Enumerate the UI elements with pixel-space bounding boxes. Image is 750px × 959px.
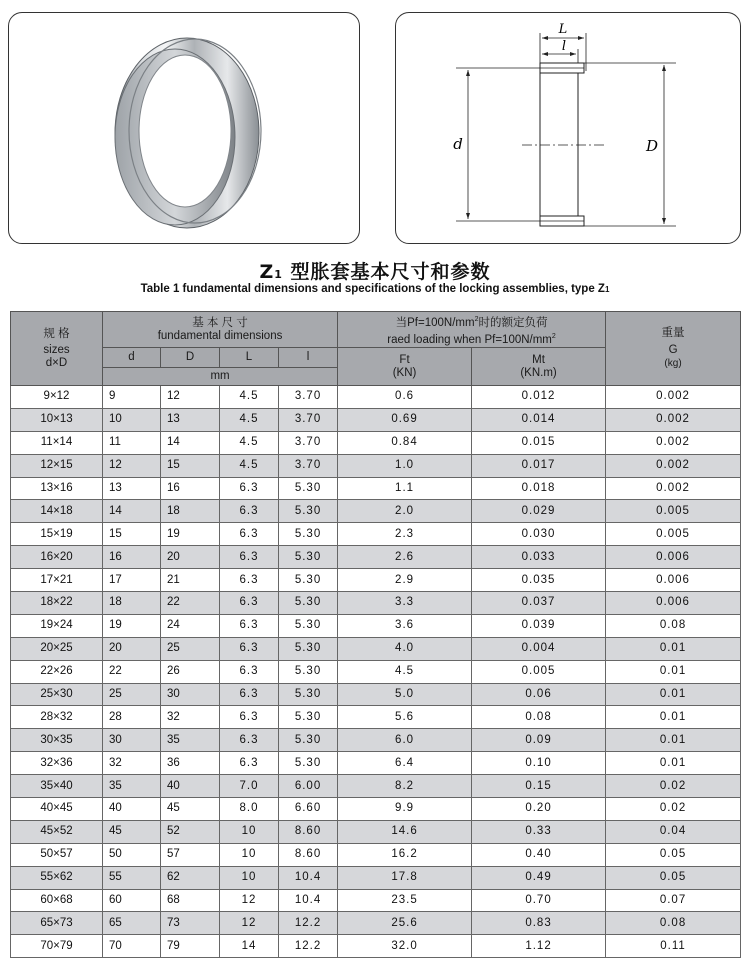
cell-size: 9×12 — [11, 386, 103, 409]
cell-size: 60×68 — [11, 889, 103, 912]
cell-weight: 0.005 — [606, 500, 741, 523]
cell-l: 5.30 — [279, 477, 338, 500]
header-weight — [606, 312, 741, 386]
table-row — [11, 798, 741, 821]
cell-d: 55 — [103, 866, 161, 889]
header-weight-g: G — [668, 344, 678, 356]
cell-D: 62 — [161, 866, 220, 889]
cell-D: 13 — [161, 408, 220, 431]
cell-weight: 0.01 — [606, 637, 741, 660]
cell-mt: 0.004 — [472, 637, 606, 660]
cell-mt: 0.015 — [472, 431, 606, 454]
cell-ft: 3.3 — [338, 592, 472, 615]
cell-weight: 0.002 — [606, 431, 741, 454]
cell-size: 13×16 — [11, 477, 103, 500]
cell-D: 12 — [161, 386, 220, 409]
cell-d: 19 — [103, 614, 161, 637]
cell-l: 5.30 — [279, 592, 338, 615]
header-mt — [472, 348, 606, 386]
cell-ft: 4.5 — [338, 660, 472, 683]
cell-ft: 23.5 — [338, 889, 472, 912]
cell-D: 68 — [161, 889, 220, 912]
header-sizes — [11, 312, 103, 386]
cell-mt: 0.49 — [472, 866, 606, 889]
header-ft-label: Ft — [399, 353, 410, 366]
table-row — [11, 477, 741, 500]
cell-ft: 0.6 — [338, 386, 472, 409]
cell-L: 6.3 — [220, 500, 279, 523]
cell-ft: 3.6 — [338, 614, 472, 637]
table-row — [11, 889, 741, 912]
cell-mt: 0.20 — [472, 798, 606, 821]
header-col-D: D — [161, 348, 220, 368]
cell-L: 6.3 — [220, 546, 279, 569]
cell-mt: 0.10 — [472, 752, 606, 775]
cell-L: 6.3 — [220, 637, 279, 660]
cell-size: 32×36 — [11, 752, 103, 775]
cell-ft: 6.4 — [338, 752, 472, 775]
table-row — [11, 843, 741, 866]
table-row — [11, 592, 741, 615]
header-weight-zh: 重量 — [661, 327, 685, 339]
table-row — [11, 569, 741, 592]
technical-drawing-panel — [395, 12, 741, 244]
cell-mt: 0.039 — [472, 614, 606, 637]
cell-D: 45 — [161, 798, 220, 821]
cell-weight: 0.01 — [606, 729, 741, 752]
cell-l: 10.4 — [279, 889, 338, 912]
cell-d: 17 — [103, 569, 161, 592]
cell-ft: 5.0 — [338, 683, 472, 706]
cell-d: 15 — [103, 523, 161, 546]
cell-weight: 0.006 — [606, 546, 741, 569]
cell-mt: 0.70 — [472, 889, 606, 912]
cell-ft: 25.6 — [338, 912, 472, 935]
cell-size: 12×15 — [11, 454, 103, 477]
cell-size: 50×57 — [11, 843, 103, 866]
cell-mt: 0.033 — [472, 546, 606, 569]
cell-weight: 0.006 — [606, 569, 741, 592]
cell-mt: 0.06 — [472, 683, 606, 706]
table-row — [11, 752, 741, 775]
label-D: D — [645, 137, 659, 155]
cell-D: 36 — [161, 752, 220, 775]
cell-mt: 0.035 — [472, 569, 606, 592]
cell-l: 8.60 — [279, 820, 338, 843]
cell-ft: 32.0 — [338, 935, 472, 958]
cell-weight: 0.002 — [606, 477, 741, 500]
table-row — [11, 614, 741, 637]
table-row — [11, 431, 741, 454]
ring-illustration — [9, 13, 359, 243]
load-en-a: raed loading when Pf=100N/mm — [387, 333, 552, 346]
cell-mt: 0.15 — [472, 775, 606, 798]
cell-weight: 0.02 — [606, 798, 741, 821]
cell-L: 4.5 — [220, 408, 279, 431]
cell-L: 12 — [220, 889, 279, 912]
table-row — [11, 523, 741, 546]
cell-D: 14 — [161, 431, 220, 454]
table-row — [11, 637, 741, 660]
cell-d: 16 — [103, 546, 161, 569]
load-zh-a: 当Pf=100N/mm — [395, 316, 475, 329]
cell-weight: 0.02 — [606, 775, 741, 798]
product-photo-panel — [8, 12, 360, 244]
cell-L: 6.3 — [220, 592, 279, 615]
cell-size: 15×19 — [11, 523, 103, 546]
header-size-en: sizes — [43, 343, 70, 356]
cell-size: 11×14 — [11, 431, 103, 454]
cell-L: 12 — [220, 912, 279, 935]
cell-d: 65 — [103, 912, 161, 935]
cell-l: 5.30 — [279, 500, 338, 523]
table-row — [11, 386, 741, 409]
header-col-L: L — [220, 348, 279, 368]
cell-mt: 0.005 — [472, 660, 606, 683]
cell-D: 26 — [161, 660, 220, 683]
cell-d: 25 — [103, 683, 161, 706]
cell-L: 4.5 — [220, 431, 279, 454]
label-l: l — [561, 39, 567, 54]
cell-d: 12 — [103, 454, 161, 477]
cell-d: 60 — [103, 889, 161, 912]
cell-l: 5.30 — [279, 660, 338, 683]
cell-d: 28 — [103, 706, 161, 729]
cell-ft: 4.0 — [338, 637, 472, 660]
cell-L: 14 — [220, 935, 279, 958]
cell-weight: 0.01 — [606, 706, 741, 729]
cell-weight: 0.005 — [606, 523, 741, 546]
specifications-table — [10, 311, 741, 958]
header-unit-mm: mm — [103, 368, 338, 386]
cell-d: 14 — [103, 500, 161, 523]
cell-weight: 0.05 — [606, 866, 741, 889]
cell-size: 65×73 — [11, 912, 103, 935]
cell-l: 10.4 — [279, 866, 338, 889]
cell-ft: 1.1 — [338, 477, 472, 500]
cell-d: 70 — [103, 935, 161, 958]
cell-l: 5.30 — [279, 614, 338, 637]
cell-d: 9 — [103, 386, 161, 409]
cell-L: 4.5 — [220, 386, 279, 409]
cell-ft: 1.0 — [338, 454, 472, 477]
cell-weight: 0.002 — [606, 454, 741, 477]
cell-L: 10 — [220, 843, 279, 866]
table-body — [11, 386, 741, 958]
cell-size: 16×20 — [11, 546, 103, 569]
cell-weight: 0.11 — [606, 935, 741, 958]
cell-ft: 0.84 — [338, 431, 472, 454]
header-load-en — [338, 330, 605, 347]
label-L: L — [558, 22, 568, 37]
header-col-l: l — [279, 348, 338, 368]
cell-ft: 2.6 — [338, 546, 472, 569]
cell-l: 6.00 — [279, 775, 338, 798]
cell-weight: 0.08 — [606, 614, 741, 637]
cell-mt: 0.09 — [472, 729, 606, 752]
header-rated-load — [338, 312, 606, 348]
cell-l: 12.2 — [279, 935, 338, 958]
header-dimensions — [103, 312, 338, 348]
cell-size: 22×26 — [11, 660, 103, 683]
header-dims-zh: 基 本 尺 寸 — [192, 316, 248, 329]
table-row — [11, 454, 741, 477]
cell-size: 25×30 — [11, 683, 103, 706]
cell-mt: 0.037 — [472, 592, 606, 615]
cell-ft: 17.8 — [338, 866, 472, 889]
cell-mt: 1.12 — [472, 935, 606, 958]
cell-L: 6.3 — [220, 752, 279, 775]
cell-ft: 16.2 — [338, 843, 472, 866]
header-weight-unit: (kg) — [664, 358, 682, 369]
cell-L: 6.3 — [220, 614, 279, 637]
cell-mt: 0.40 — [472, 843, 606, 866]
cell-size: 45×52 — [11, 820, 103, 843]
cell-d: 22 — [103, 660, 161, 683]
table-row — [11, 706, 741, 729]
cross-section-drawing — [396, 13, 740, 243]
cell-mt: 0.014 — [472, 408, 606, 431]
cell-ft: 2.9 — [338, 569, 472, 592]
cell-l: 5.30 — [279, 546, 338, 569]
cell-weight: 0.006 — [606, 592, 741, 615]
cell-L: 10 — [220, 820, 279, 843]
header-size-zh: 规 格 — [43, 327, 70, 340]
cell-mt: 0.030 — [472, 523, 606, 546]
cell-d: 10 — [103, 408, 161, 431]
title-english — [0, 283, 750, 295]
table-row — [11, 866, 741, 889]
cell-weight: 0.07 — [606, 889, 741, 912]
cell-L: 4.5 — [220, 454, 279, 477]
cell-D: 22 — [161, 592, 220, 615]
label-d: d — [453, 135, 463, 153]
cell-ft: 8.2 — [338, 775, 472, 798]
cell-size: 17×21 — [11, 569, 103, 592]
table-row — [11, 408, 741, 431]
cell-ft: 2.0 — [338, 500, 472, 523]
cell-mt: 0.83 — [472, 912, 606, 935]
cell-D: 40 — [161, 775, 220, 798]
cell-D: 25 — [161, 637, 220, 660]
cell-ft: 14.6 — [338, 820, 472, 843]
cell-D: 57 — [161, 843, 220, 866]
cell-l: 5.30 — [279, 706, 338, 729]
cell-d: 40 — [103, 798, 161, 821]
cell-ft: 5.6 — [338, 706, 472, 729]
cell-size: 10×13 — [11, 408, 103, 431]
cell-mt: 0.08 — [472, 706, 606, 729]
title-chinese — [0, 257, 750, 284]
cell-D: 19 — [161, 523, 220, 546]
cell-l: 12.2 — [279, 912, 338, 935]
table-row — [11, 500, 741, 523]
cell-ft: 0.69 — [338, 408, 472, 431]
table-row — [11, 935, 741, 958]
cell-l: 5.30 — [279, 752, 338, 775]
cell-l: 6.60 — [279, 798, 338, 821]
cell-L: 6.3 — [220, 569, 279, 592]
cell-size: 40×45 — [11, 798, 103, 821]
cell-D: 21 — [161, 569, 220, 592]
cell-l: 5.30 — [279, 729, 338, 752]
cell-mt: 0.018 — [472, 477, 606, 500]
header-ft — [338, 348, 472, 386]
cell-D: 52 — [161, 820, 220, 843]
cell-D: 73 — [161, 912, 220, 935]
cell-ft: 2.3 — [338, 523, 472, 546]
cell-weight: 0.01 — [606, 752, 741, 775]
cell-size: 14×18 — [11, 500, 103, 523]
cell-weight: 0.04 — [606, 820, 741, 843]
cell-mt: 0.33 — [472, 820, 606, 843]
cell-D: 79 — [161, 935, 220, 958]
table-row — [11, 820, 741, 843]
cell-size: 19×24 — [11, 614, 103, 637]
cell-weight: 0.002 — [606, 386, 741, 409]
cell-d: 20 — [103, 637, 161, 660]
cell-d: 50 — [103, 843, 161, 866]
cell-ft: 6.0 — [338, 729, 472, 752]
cell-weight: 0.01 — [606, 683, 741, 706]
title-zh-subscript: 1 — [274, 268, 283, 281]
table-row — [11, 912, 741, 935]
cell-size: 18×22 — [11, 592, 103, 615]
cell-mt: 0.012 — [472, 386, 606, 409]
table-row — [11, 775, 741, 798]
cell-l: 5.30 — [279, 637, 338, 660]
cell-weight: 0.05 — [606, 843, 741, 866]
cell-weight: 0.08 — [606, 912, 741, 935]
header-mt-label: Mt — [532, 353, 545, 366]
header-col-d: d — [103, 348, 161, 368]
cell-l: 3.70 — [279, 454, 338, 477]
title-zh-text: 型胀套基本尺寸和参数 — [282, 261, 491, 283]
cell-D: 32 — [161, 706, 220, 729]
cell-L: 6.3 — [220, 683, 279, 706]
cell-size: 35×40 — [11, 775, 103, 798]
cell-l: 5.30 — [279, 683, 338, 706]
cell-l: 8.60 — [279, 843, 338, 866]
cell-d: 30 — [103, 729, 161, 752]
cell-D: 30 — [161, 683, 220, 706]
cell-d: 13 — [103, 477, 161, 500]
cell-l: 5.30 — [279, 523, 338, 546]
header-ft-unit: (KN) — [392, 366, 417, 379]
cell-size: 70×79 — [11, 935, 103, 958]
header-load-zh — [338, 313, 605, 330]
cell-weight: 0.002 — [606, 408, 741, 431]
cell-L: 10 — [220, 866, 279, 889]
cell-D: 15 — [161, 454, 220, 477]
cell-D: 35 — [161, 729, 220, 752]
table-row — [11, 546, 741, 569]
table-row — [11, 683, 741, 706]
cell-d: 18 — [103, 592, 161, 615]
table-header — [11, 312, 741, 386]
cell-L: 6.3 — [220, 729, 279, 752]
header-mt-unit: (KN.m) — [520, 366, 557, 379]
cell-D: 18 — [161, 500, 220, 523]
load-zh-b: 时的额定负荷 — [478, 316, 548, 329]
cell-l: 3.70 — [279, 408, 338, 431]
cell-ft: 9.9 — [338, 798, 472, 821]
cell-L: 6.3 — [220, 706, 279, 729]
cell-weight: 0.01 — [606, 660, 741, 683]
cell-d: 32 — [103, 752, 161, 775]
cell-d: 45 — [103, 820, 161, 843]
cell-d: 35 — [103, 775, 161, 798]
cell-d: 11 — [103, 431, 161, 454]
cell-L: 6.3 — [220, 523, 279, 546]
table-row — [11, 660, 741, 683]
table-row — [11, 729, 741, 752]
cell-size: 30×35 — [11, 729, 103, 752]
cell-mt: 0.017 — [472, 454, 606, 477]
header-size-dim: d×D — [45, 356, 68, 369]
cell-size: 28×32 — [11, 706, 103, 729]
cell-size: 55×62 — [11, 866, 103, 889]
cell-size: 20×25 — [11, 637, 103, 660]
cell-l: 3.70 — [279, 431, 338, 454]
title-en-subscript: 1 — [604, 285, 610, 294]
cell-L: 6.3 — [220, 660, 279, 683]
cell-L: 6.3 — [220, 477, 279, 500]
cell-D: 24 — [161, 614, 220, 637]
header-dims-en: fundamental dimensions — [157, 329, 283, 342]
cell-L: 8.0 — [220, 798, 279, 821]
cell-mt: 0.029 — [472, 500, 606, 523]
cell-D: 20 — [161, 546, 220, 569]
cell-l: 5.30 — [279, 569, 338, 592]
load-zh-sup: 2 — [474, 315, 479, 323]
cell-L: 7.0 — [220, 775, 279, 798]
cell-l: 3.70 — [279, 386, 338, 409]
title-zh-prefix: Z — [259, 261, 275, 283]
cell-D: 16 — [161, 477, 220, 500]
title-en-text: Table 1 fundamental dimensions and specifications of the locking assemblies, type Z — [140, 283, 605, 295]
load-en-sup: 2 — [551, 332, 556, 340]
